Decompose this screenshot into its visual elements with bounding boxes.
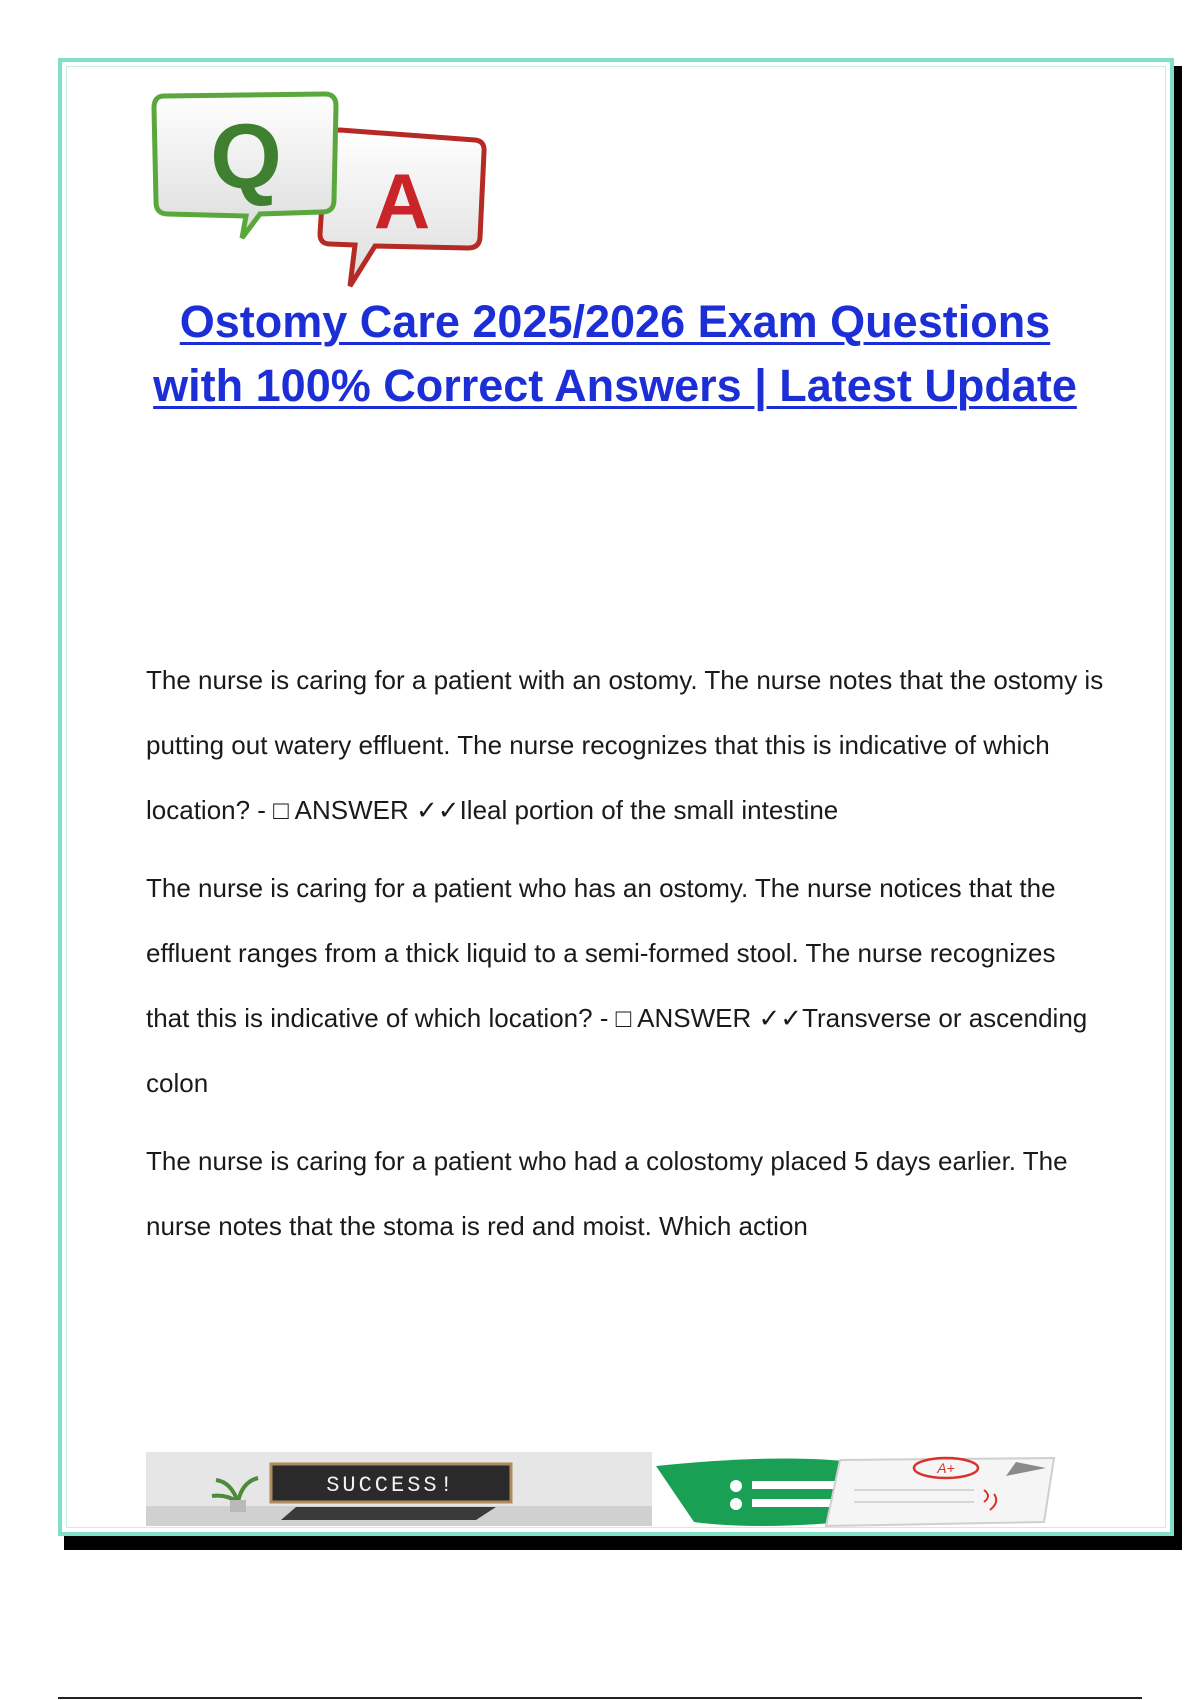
document-title[interactable]: Ostomy Care 2025/2026 Exam Questions with 100% Correct Answers | Latest Update xyxy=(153,296,1077,411)
question-paragraph: The nurse is caring for a patient with an ostomy. The nurse notes that the ostomy is putting out watery effluent. The nurse recognizes that this is indicative of which location? - □ ANSWER ✓✓Ileal portion of the small intestine xyxy=(146,665,1104,825)
answer-letter: A xyxy=(373,157,431,245)
answer-bubble-icon xyxy=(320,130,484,286)
question-paragraph: The nurse is caring for a patient who has an ostomy. The nurse notices that the effluent ranges from a thick liquid to a semi-formed stool. The nurse recognizes that this is indicative of which location? - □ ANSWER ✓✓Transverse or ascending colon xyxy=(146,873,1088,1098)
success-board-text: SUCCESS! xyxy=(326,1473,456,1498)
question-paragraph: The nurse is caring for a patient who had a colostomy placed 5 days earlier. The nurse notes that the stoma is red and moist. Which action xyxy=(146,1146,1068,1241)
grade-text: A+ xyxy=(937,1460,955,1476)
qa-logo xyxy=(150,88,490,288)
success-banner-image xyxy=(146,1452,652,1526)
question-letter: Q xyxy=(210,106,282,208)
grade-sheet-image xyxy=(654,1450,1094,1530)
qa-content xyxy=(146,648,1106,1259)
question-bubble-icon xyxy=(154,94,336,238)
bottom-rule xyxy=(58,1697,1142,1699)
